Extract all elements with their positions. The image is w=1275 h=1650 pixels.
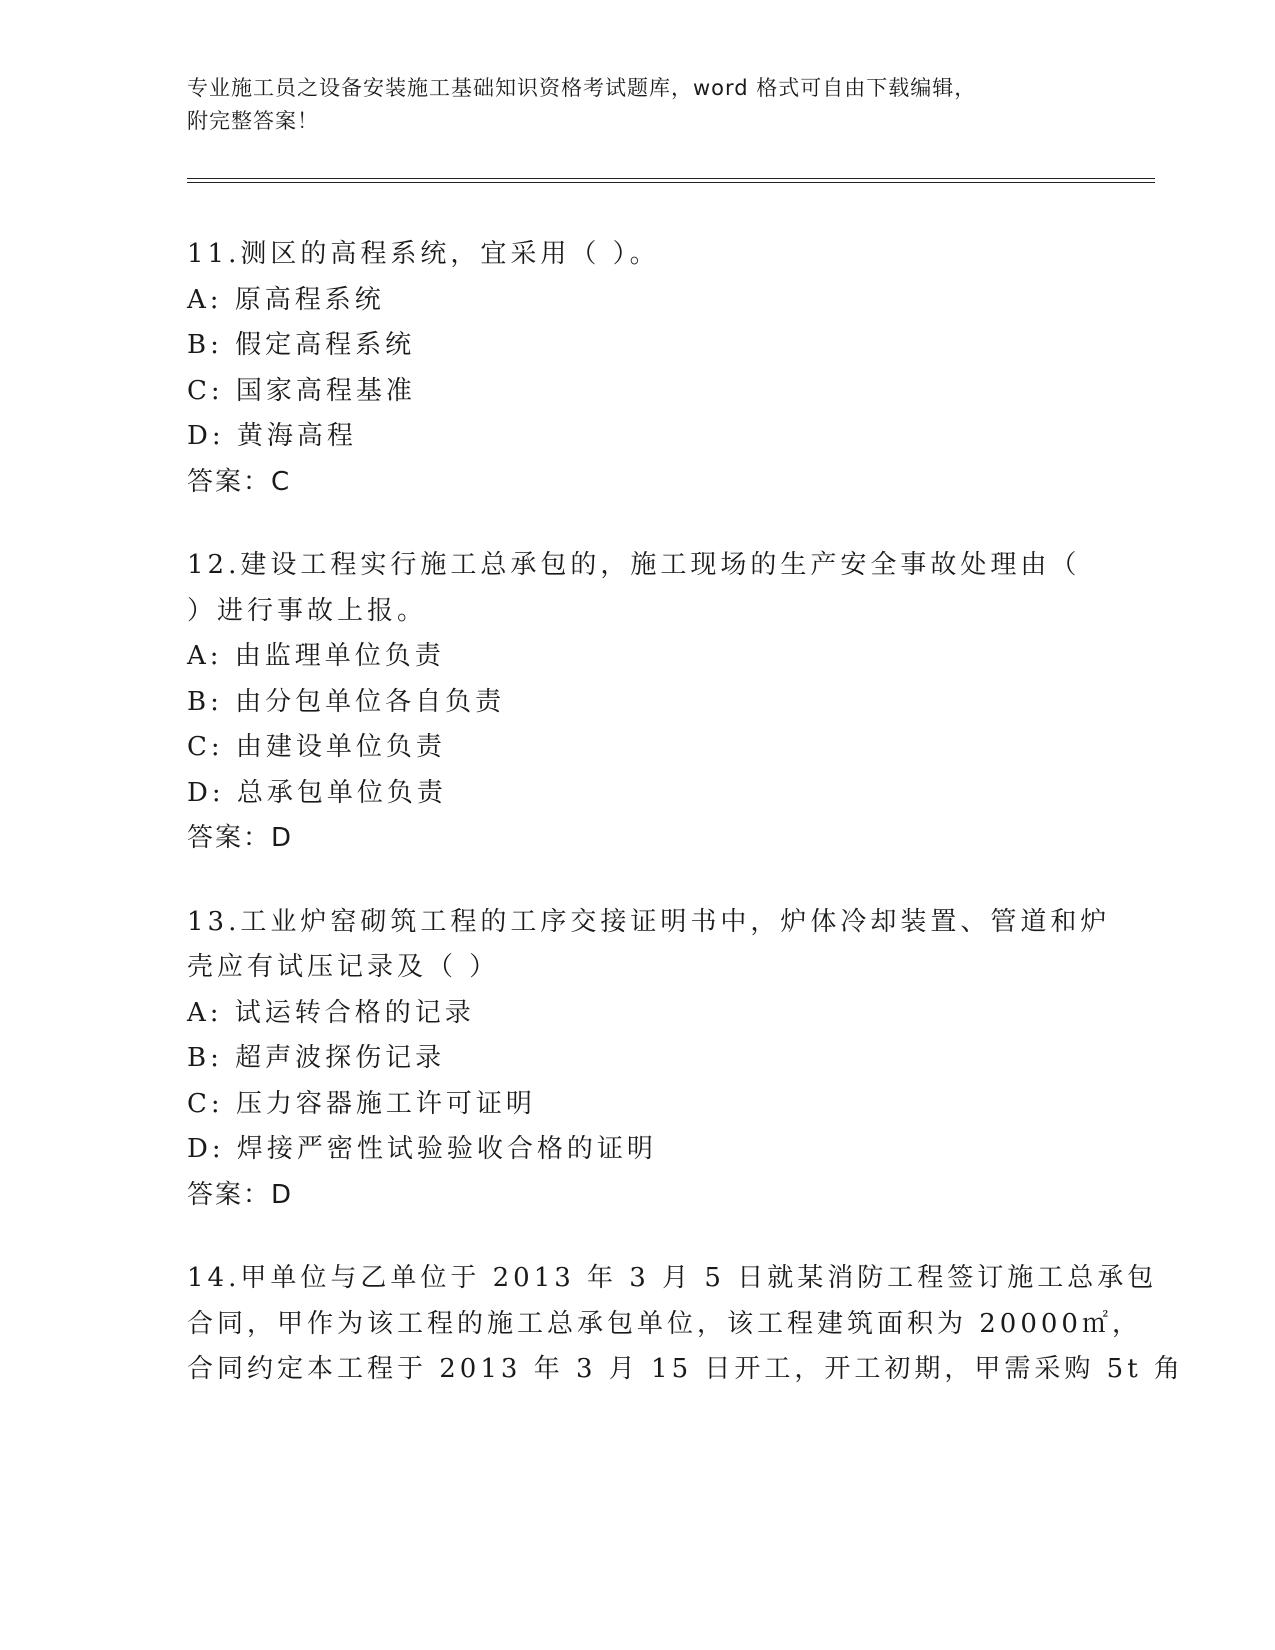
- option-c: C: 压力容器施工许可证明: [187, 1088, 536, 1119]
- question-stem-continued: 合同约定本工程于 2013 年 3 月 15 日开工，开工初期，甲需采购 5t 角: [187, 1354, 1184, 1384]
- document-header: [187, 72, 1087, 138]
- option-b: B: 由分包单位各自负责: [187, 686, 506, 717]
- option-d: D: 焊接严密性试验验收合格的证明: [187, 1134, 657, 1164]
- header-line-1: 专业施工员之设备安装施工基础知识资格考试题库，word 格式可自由下载编辑，: [187, 76, 977, 100]
- question-stem: 11.测区的高程系统，宜采用（ ）。: [187, 239, 660, 269]
- question-stem: 12.建设工程实行施工总承包的，施工现场的生产安全事故处理由（: [187, 550, 1081, 580]
- question-stem: 14.甲单位与乙单位于 2013 年 3 月 5 日就某消防工程签订施工总承包: [187, 1263, 1158, 1293]
- option-a: A: 由监理单位负责: [187, 641, 445, 671]
- option-d: D: 总承包单位负责: [187, 777, 447, 808]
- header-divider: [187, 178, 1155, 183]
- answer: 答案：C: [187, 466, 292, 497]
- question-11: [187, 232, 1087, 505]
- option-c: C: 国家高程基准: [187, 375, 416, 406]
- option-b: B: 超声波探伤记录: [187, 1043, 446, 1073]
- question-stem-continued: 合同，甲作为该工程的施工总承包单位，该工程建筑面积为 20000㎡，: [187, 1308, 1142, 1339]
- header-line-2: 附完整答案！: [187, 109, 319, 133]
- question-stem-continued: 壳应有试压记录及（ ）: [187, 952, 500, 982]
- option-c: C: 由建设单位负责: [187, 732, 446, 762]
- question-stem: 13.工业炉窑砌筑工程的工序交接证明书中，炉体冷却装置、管道和炉: [187, 906, 1111, 937]
- question-13: [187, 900, 1111, 1219]
- answer: 答案：D: [187, 1179, 294, 1210]
- question-12: [187, 543, 1087, 862]
- question-stem-continued: ）进行事故上报。: [187, 595, 428, 626]
- option-d: D: 黄海高程: [187, 421, 357, 451]
- option-b: B: 假定高程系统: [187, 330, 416, 360]
- question-14: [187, 1256, 1184, 1393]
- question-list: [187, 232, 1184, 1431]
- option-a: A: 原高程系统: [187, 284, 385, 315]
- answer: 答案：D: [187, 823, 294, 853]
- option-a: A: 试运转合格的记录: [187, 997, 475, 1028]
